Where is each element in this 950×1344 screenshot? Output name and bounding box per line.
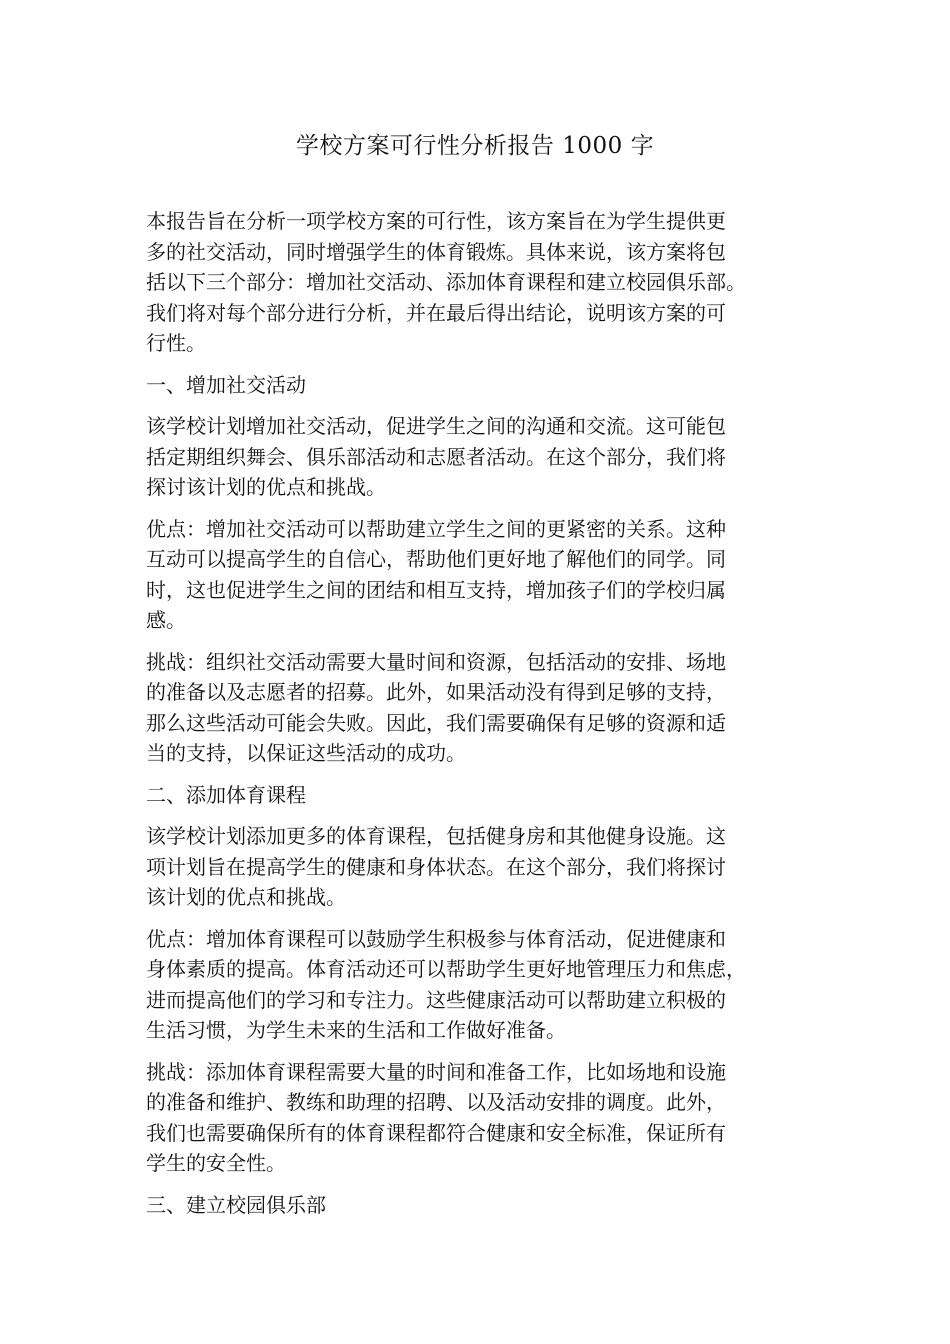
section-heading [146, 370, 836, 401]
section-heading [146, 1190, 836, 1221]
paragraph-line: 的准备和维护、教练和助理的招聘、以及活动安排的调度。此外， [146, 1090, 726, 1114]
paragraph-line: 身体素质的提高。体育活动还可以帮助学生更好地管理压力和焦虑， [146, 957, 746, 981]
paragraph-line: 感。 [146, 608, 186, 632]
paragraph-line: 括以下三个部分：增加社交活动、添加体育课程和建立校园俱乐部。 [146, 270, 746, 294]
paragraph-line: 该学校计划添加更多的体育课程，包括健身房和其他健身设施。这 [146, 824, 726, 848]
document-title: 学校方案可行性分析报告 1000 字 [295, 133, 655, 159]
paragraph [146, 821, 836, 913]
paragraph-line: 本报告旨在分析一项学校方案的可行性，该方案旨在为学生提供更 [146, 209, 726, 233]
paragraph-line: 时，这也促进学生之间的团结和相互支持，增加孩子们的学校归属 [146, 577, 726, 602]
heading-text: 二、添加体育课程 [146, 782, 306, 807]
paragraph-line: 括定期组织舞会、俱乐部活动和志愿者活动。在这个部分，我们将 [146, 444, 726, 469]
paragraph [146, 647, 836, 769]
paragraph-line: 探讨该计划的优点和挑战。 [146, 475, 386, 499]
paragraph-line: 生活习惯，为学生未来的生活和工作做好准备。 [146, 1018, 566, 1042]
paragraph-line: 我们将对每个部分进行分析，并在最后得出结论，说明该方案的可 [146, 300, 726, 325]
paragraph [146, 924, 836, 1046]
paragraph-line: 学生的安全性。 [146, 1151, 286, 1175]
paragraph-line: 项计划旨在提高学生的健康和身体状态。在这个部分，我们将探讨 [146, 854, 726, 879]
paragraph-line: 优点：增加体育课程可以鼓励学生积极参与体育活动，促进健康和 [146, 926, 726, 951]
document-body [146, 206, 836, 1231]
paragraph-line: 我们也需要确保所有的体育课程都符合健康和安全标准，保证所有 [146, 1120, 726, 1145]
paragraph-line: 挑战：添加体育课程需要大量的时间和准备工作，比如场地和设施 [146, 1059, 726, 1084]
paragraph-line: 行性。 [146, 331, 206, 355]
paragraph-line: 进而提高他们的学习和专注力。这些健康活动可以帮助建立积极的 [146, 987, 726, 1012]
paragraph-line: 那么这些活动可能会失败。因此，我们需要确保有足够的资源和适 [146, 710, 726, 735]
paragraph [146, 206, 836, 359]
heading-text: 一、增加社交活动 [146, 372, 306, 397]
section-heading [146, 780, 836, 811]
paragraph-line: 该学校计划增加社交活动，促进学生之间的沟通和交流。这可能包 [146, 414, 726, 438]
paragraph-line: 挑战：组织社交活动需要大量时间和资源，包括活动的安排、场地 [146, 649, 726, 674]
heading-text: 三、建立校园俱乐部 [146, 1192, 326, 1217]
paragraph-line: 多的社交活动，同时增强学生的体育锻炼。具体来说，该方案将包 [146, 239, 726, 264]
paragraph [146, 1057, 836, 1179]
paragraph-line: 当的支持，以保证这些活动的成功。 [146, 741, 466, 765]
paragraph [146, 514, 836, 636]
paragraph-line: 优点：增加社交活动可以帮助建立学生之间的更紧密的关系。这种 [146, 516, 726, 541]
paragraph [146, 411, 836, 503]
paragraph-line: 的准备以及志愿者的招募。此外，如果活动没有得到足够的支持， [146, 680, 726, 704]
paragraph-line: 该计划的优点和挑战。 [146, 885, 346, 909]
paragraph-line: 互动可以提高学生的自信心，帮助他们更好地了解他们的同学。同 [146, 547, 726, 571]
